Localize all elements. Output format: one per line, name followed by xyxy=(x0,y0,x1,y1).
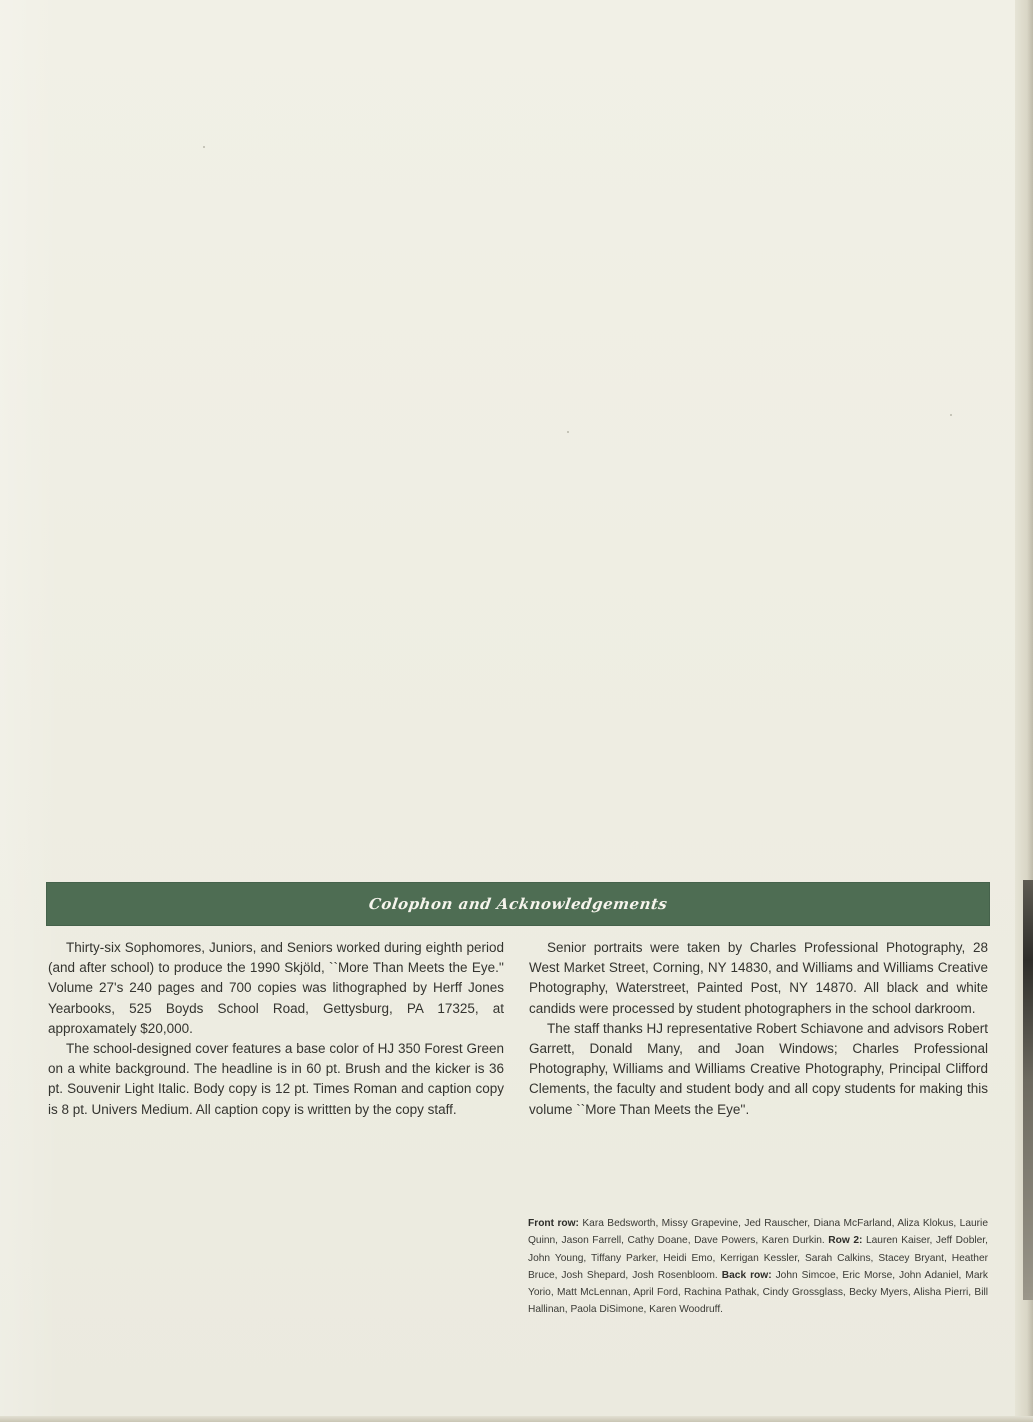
section-banner xyxy=(46,882,990,926)
caption-back-names: John Simcoe, Eric Morse, John Adaniel, Mark Yorio, Matt McLennan, April Ford, Rachina Pathak, Cindy Grossglass, Becky Myers, Alisha Pierri, Bill Hallinan, Paola DiSimone, Karen Woodruff. xyxy=(528,1269,988,1316)
paper-speck xyxy=(567,431,569,433)
caption-row2-names: Lauren Kaiser, Jeff Dobler, John Young, Tiffany Parker, Heidi Emo, Kerrigan Kessler, Sarah Calkins, Stacey Bryant, Heather Bruce, Josh Shepard, Josh Rosenbloom. xyxy=(528,1235,988,1281)
caption-front-names: Kara Bedsworth, Missy Grapevine, Jed Rauscher, Diana McFarland, Aliza Klokus, Laurie Quinn, Jason Farrell, Cathy Doane, Dave Powers, Karen Durkin. xyxy=(528,1218,988,1247)
colophon-paragraph: Thirty-six Sophomores, Juniors, and Seniors worked during eighth period (and after school) to produce the 1990 Skjöld, ``More Than Meets the Eye.'' Volume 27's 240 pages and 700 copies was lithographed by Herff Jones Yearbooks, 525 Boyds School Road, Gettysburg, PA 17325, at approxamately $20,000. xyxy=(48,940,504,1036)
banner-title: Colophon and Acknowledgements xyxy=(367,895,669,913)
caption-front-label: Front row: xyxy=(528,1218,579,1229)
colophon-paragraph: Senior portraits were taken by Charles Professional Photography, 28 West Market Street, Corning, NY 14830, and Williams and Williams Creative Photography, Waterstreet, Painted Post, NY 14870. All black and white candids were processed by student photographers in the school darkroom. xyxy=(529,940,988,1016)
colophon-paragraph: The staff thanks HJ representative Robert Schiavone and advisors Robert Garrett, Donald Many, and Joan Windows; Charles Professional Photography, Williams and Williams Creative Photography, Principal Clifford Clements, the faculty and student body and all copy students for making this volume ``More Than Meets the Eye''. xyxy=(529,1020,988,1117)
colophon-left-column xyxy=(48,938,504,1120)
staff-photo-caption xyxy=(528,1215,988,1319)
caption-back-label: Back row: xyxy=(721,1269,772,1281)
paper-speck xyxy=(203,146,205,148)
colophon-right-column xyxy=(529,938,988,1120)
caption-row2-label: Row 2: xyxy=(828,1235,863,1247)
page-right-shadow xyxy=(1023,880,1033,1300)
paper-speck xyxy=(950,414,952,416)
page-bottom-edge xyxy=(0,1416,1033,1422)
colophon-paragraph: The school-designed cover features a base color of HJ 350 Forest Green on a white background. The headline is in 60 pt. Brush and the kicker is 36 pt. Souvenir Light Italic. Body copy is 12 pt. Times Roman and caption copy is 8 pt. Univers Medium. All caption copy is writtten by the copy staff. xyxy=(48,1041,504,1117)
